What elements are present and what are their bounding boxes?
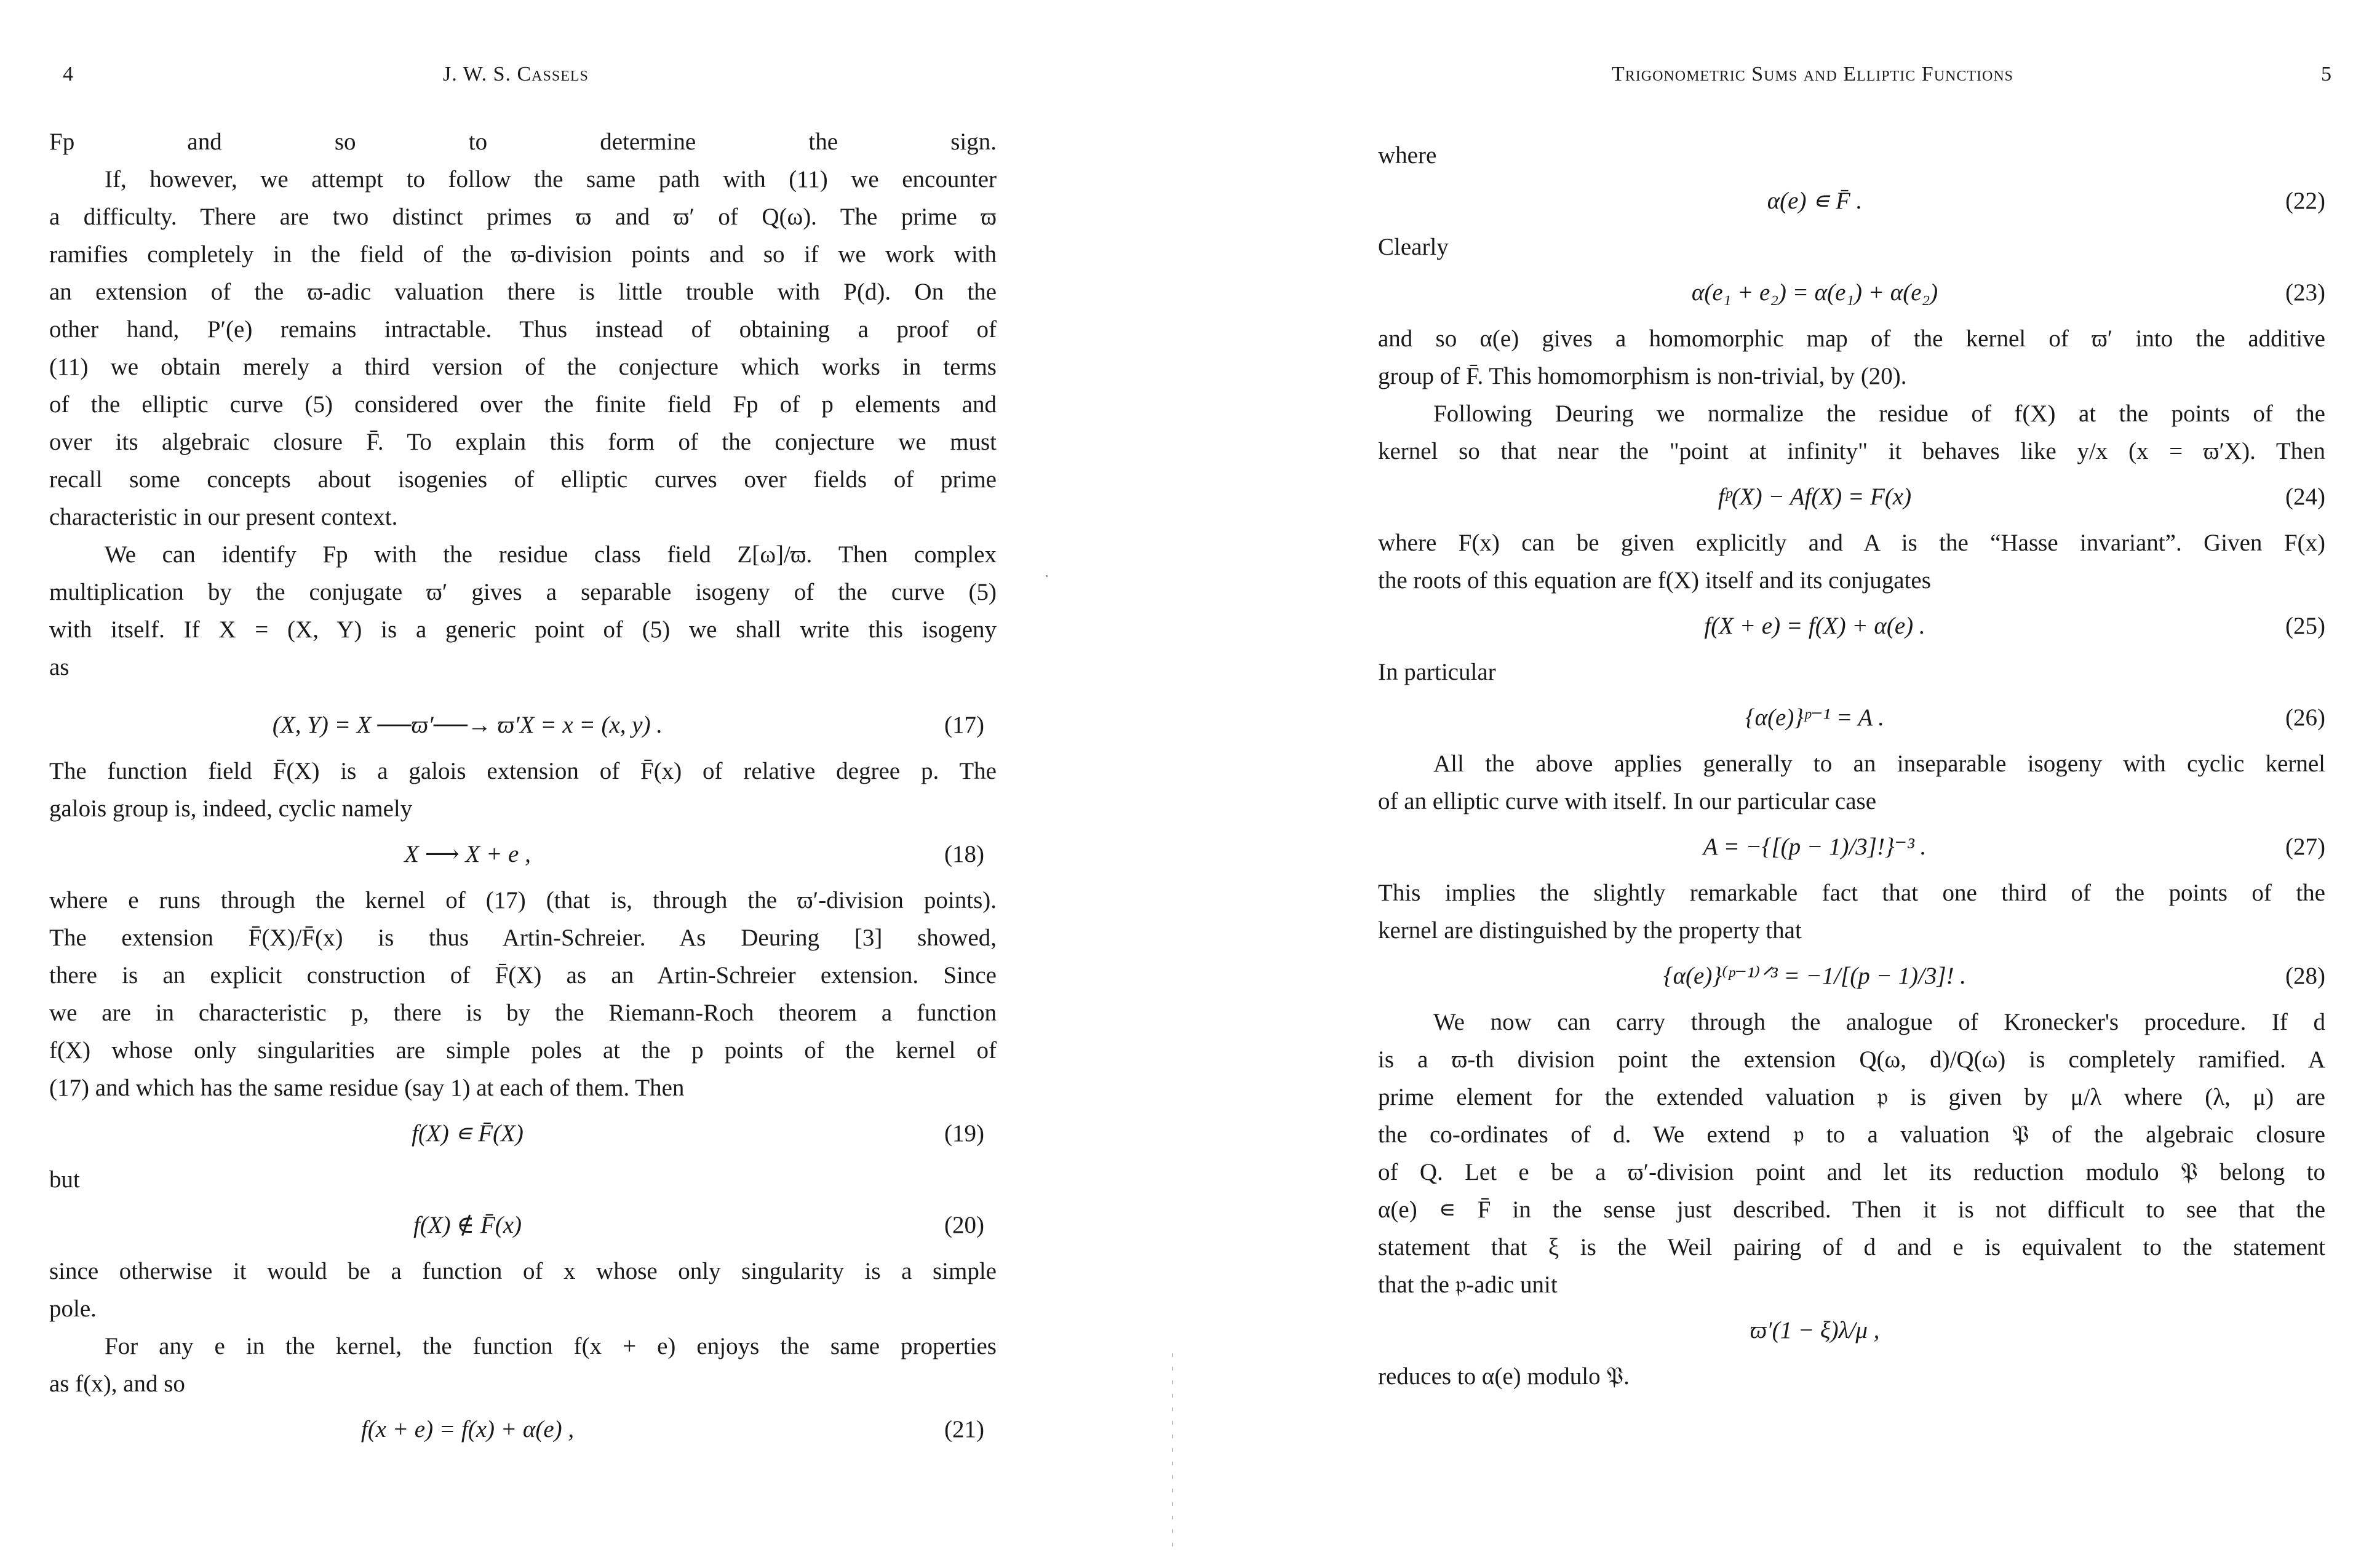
text-line: For any e in the kernel, the function f(x + e) enjoys the same properties	[105, 1333, 997, 1359]
text-line: This implies the slightly remarkable fact that one third of the points of the	[1378, 880, 2325, 906]
equation-number: (22)	[2285, 188, 2325, 214]
text-line: an extension of the ϖ-adic valuation there is little trouble with P(d). On the	[49, 279, 997, 305]
equation-unit	[1378, 1303, 2325, 1358]
text-line: statement that ξ is the Weil pairing of d and e is equivalent to the statement	[1378, 1234, 2325, 1260]
text-line: The function field F̄(X) is a galois extension of F̄(x) of relative degree p. The	[49, 758, 997, 784]
text-line: there is an explicit construction of F̄(X) as an Artin-Schreier extension. Since	[49, 962, 997, 989]
equation-number: (23)	[2285, 279, 2325, 306]
text-line: The extension F̄(X)/F̄(x) is thus Artin-Schreier. As Deuring [3] showed,	[49, 925, 997, 951]
equation-number: (25)	[2285, 613, 2325, 639]
right-body-text	[1378, 137, 2325, 1395]
left-body-text	[49, 123, 997, 1457]
equation-formula: ϖ′(1 − ξ)λ/μ ,	[1750, 1317, 1880, 1343]
equation-20	[49, 1198, 997, 1252]
equation-formula: X ⟶ X + e ,	[404, 841, 531, 867]
equation-formula: (X, Y) = X ──ϖ′──→ ϖ′X = x = (x, y) .	[272, 712, 663, 738]
text-line: over its algebraic closure F̄. To explain this form of the conjecture we must	[49, 429, 997, 455]
text-line: We can identify Fp with the residue class field Z[ω]/ϖ. Then complex	[105, 541, 997, 568]
text-line: the co-ordinates of d. We extend 𝔭 to a valuation 𝔓 of the algebraic closure	[1378, 1121, 2325, 1148]
equation-24	[1378, 470, 2325, 524]
text-line: the roots of this equation are f(X) itself and its conjugates	[1378, 567, 1931, 594]
equation-formula: α(e₁ + e₂) = α(e₁) + α(e₂)	[1691, 279, 1938, 306]
text-line: f(X) whose only singularities are simple poles at the p points of the kernel of	[49, 1037, 997, 1064]
text-line: a difficulty. There are two distinct primes ϖ and ϖ′ of Q(ω). The prime ϖ	[49, 204, 997, 230]
text-line: (11) we obtain merely a third version of the conjecture which works in terms	[49, 354, 997, 380]
text-line: kernel so that near the "point at infinity" it behaves like y/x (x = ϖ′X). Then	[1378, 438, 2325, 464]
equation-28	[1378, 949, 2325, 1003]
equation-formula: f(x + e) = f(x) + α(e) ,	[360, 1416, 575, 1443]
text-line: where	[1378, 142, 1437, 169]
right-running-head	[1378, 63, 2331, 94]
text-line: In particular	[1378, 659, 1496, 685]
equation-number: (21)	[944, 1416, 984, 1443]
equation-formula: f(X) ∉ F̄(x)	[413, 1212, 522, 1238]
equation-23	[1378, 266, 2325, 320]
equation-formula: {α(e)}ᵖ⁻¹ = A .	[1745, 704, 1884, 731]
running-head-title: J. W. S. Cassels	[443, 63, 589, 86]
equation-17	[49, 698, 997, 752]
text-line: as f(x), and so	[49, 1371, 185, 1397]
equation-27	[1378, 820, 2325, 874]
text-line: prime element for the extended valuation 𝔭 is given by μ/λ where (λ, μ) are	[1378, 1084, 2325, 1110]
equation-formula: f(X) ∊ F̄(X)	[412, 1120, 524, 1147]
text-line: of the elliptic curve (5) considered over the finite field Fp of p elements and	[49, 391, 997, 418]
equation-number: (27)	[2285, 834, 2325, 860]
equation-number: (26)	[2285, 704, 2325, 731]
text-line: that the 𝔭-adic unit	[1378, 1272, 1558, 1298]
right-page	[1378, 0, 2331, 1568]
equation-formula: fᵖ(X) − Af(X) = F(x)	[1718, 484, 1912, 510]
equation-21	[49, 1403, 997, 1457]
equation-formula: {α(e)}⁽ᵖ⁻¹⁾ᐟ³ = −1/[(p − 1)/3]! .	[1663, 963, 1967, 989]
text-line: pole.	[49, 1295, 97, 1322]
equation-18	[49, 827, 997, 882]
text-line: α(e) ∊ F̄ in the sense just described. Then it is not difficult to see that the	[1378, 1196, 2325, 1223]
gutter-fold	[1172, 1353, 1173, 1550]
running-head-title: Trigonometric Sums and Elliptic Functions	[1612, 63, 2014, 86]
text-line: (17) and which has the same residue (say 1) at each of them. Then	[49, 1075, 685, 1101]
equation-number: (24)	[2285, 484, 2325, 510]
equation-22	[1378, 174, 2325, 228]
text-line: of an elliptic curve with itself. In our particular case	[1378, 788, 1877, 814]
equation-number: (18)	[944, 841, 984, 867]
equation-formula: A = −{[(p − 1)/3]!}⁻³ .	[1703, 834, 1927, 860]
text-line: but	[49, 1166, 80, 1193]
text-line: with itself. If X = (X, Y) is a generic point of (5) we shall write this isogeny	[49, 616, 997, 643]
text-line: and so α(e) gives a homomorphic map of the kernel of ϖ′ into the additive	[1378, 325, 2325, 352]
equation-26	[1378, 691, 2325, 745]
left-page	[49, 0, 997, 1568]
text-line: kernel are distinguished by the property that	[1378, 917, 1802, 944]
text-line: recall some concepts about isogenies of elliptic curves over fields of prime	[49, 466, 997, 493]
equation-formula: f(X + e) = f(X) + α(e) .	[1704, 613, 1925, 639]
text-line: ramifies completely in the field of the ϖ-division points and so if we work with	[49, 241, 997, 268]
text-line: All the above applies generally to an inseparable isogeny with cyclic kernel	[1433, 750, 2325, 777]
text-line: We now can carry through the analogue of Kronecker's procedure. If d	[1433, 1009, 2325, 1035]
page-number: 5	[2321, 63, 2331, 86]
equation-25	[1378, 599, 2325, 653]
text-line: is a ϖ-th division point the extension Q(ω, d)/Q(ω) is completely ramified. A	[1378, 1046, 2325, 1073]
equation-19	[49, 1107, 997, 1161]
text-line: characteristic in our present context.	[49, 504, 398, 530]
text-line: other hand, P′(e) remains intractable. Thus instead of obtaining a proof of	[49, 316, 997, 343]
text-line: since otherwise it would be a function of x whose only singularity is a simple	[49, 1258, 997, 1284]
equation-number: (28)	[2285, 963, 2325, 989]
text-line: as	[49, 654, 70, 680]
text-line: Following Deuring we normalize the residue of f(X) at the points of the	[1433, 400, 2325, 427]
text-line: group of F̄. This homomorphism is non-trivial, by (20).	[1378, 363, 1907, 389]
text-line: galois group is, indeed, cyclic namely	[49, 795, 413, 822]
text-line: where e runs through the kernel of (17) (that is, through the ϖ′-division points).	[49, 887, 997, 913]
equation-number: (20)	[944, 1212, 984, 1238]
page-number: 4	[63, 63, 73, 86]
left-running-head	[49, 63, 997, 94]
text-line: multiplication by the conjugate ϖ′ gives a separable isogeny of the curve (5)	[49, 579, 997, 605]
text-line: of Q. Let e be a ϖ′-division point and let its reduction modulo 𝔓 belong to	[1378, 1159, 2325, 1185]
equation-formula: α(e) ∊ F̄ .	[1767, 188, 1863, 214]
equation-number: (19)	[944, 1120, 984, 1147]
equation-number: (17)	[944, 712, 984, 738]
text-line: reduces to α(e) modulo 𝔓.	[1378, 1363, 1630, 1390]
text-line: Clearly	[1378, 234, 1449, 260]
text-line: we are in characteristic p, there is by the Riemann-Roch theorem a function	[49, 1000, 997, 1026]
text-line: where F(x) can be given explicitly and A is the “Hasse invariant”. Given F(x)	[1378, 530, 2325, 556]
scan-speck	[1046, 575, 1048, 577]
text-line: Fp and so to determine the sign.	[49, 129, 997, 155]
text-line: If, however, we attempt to follow the same path with (11) we encounter	[105, 166, 997, 193]
